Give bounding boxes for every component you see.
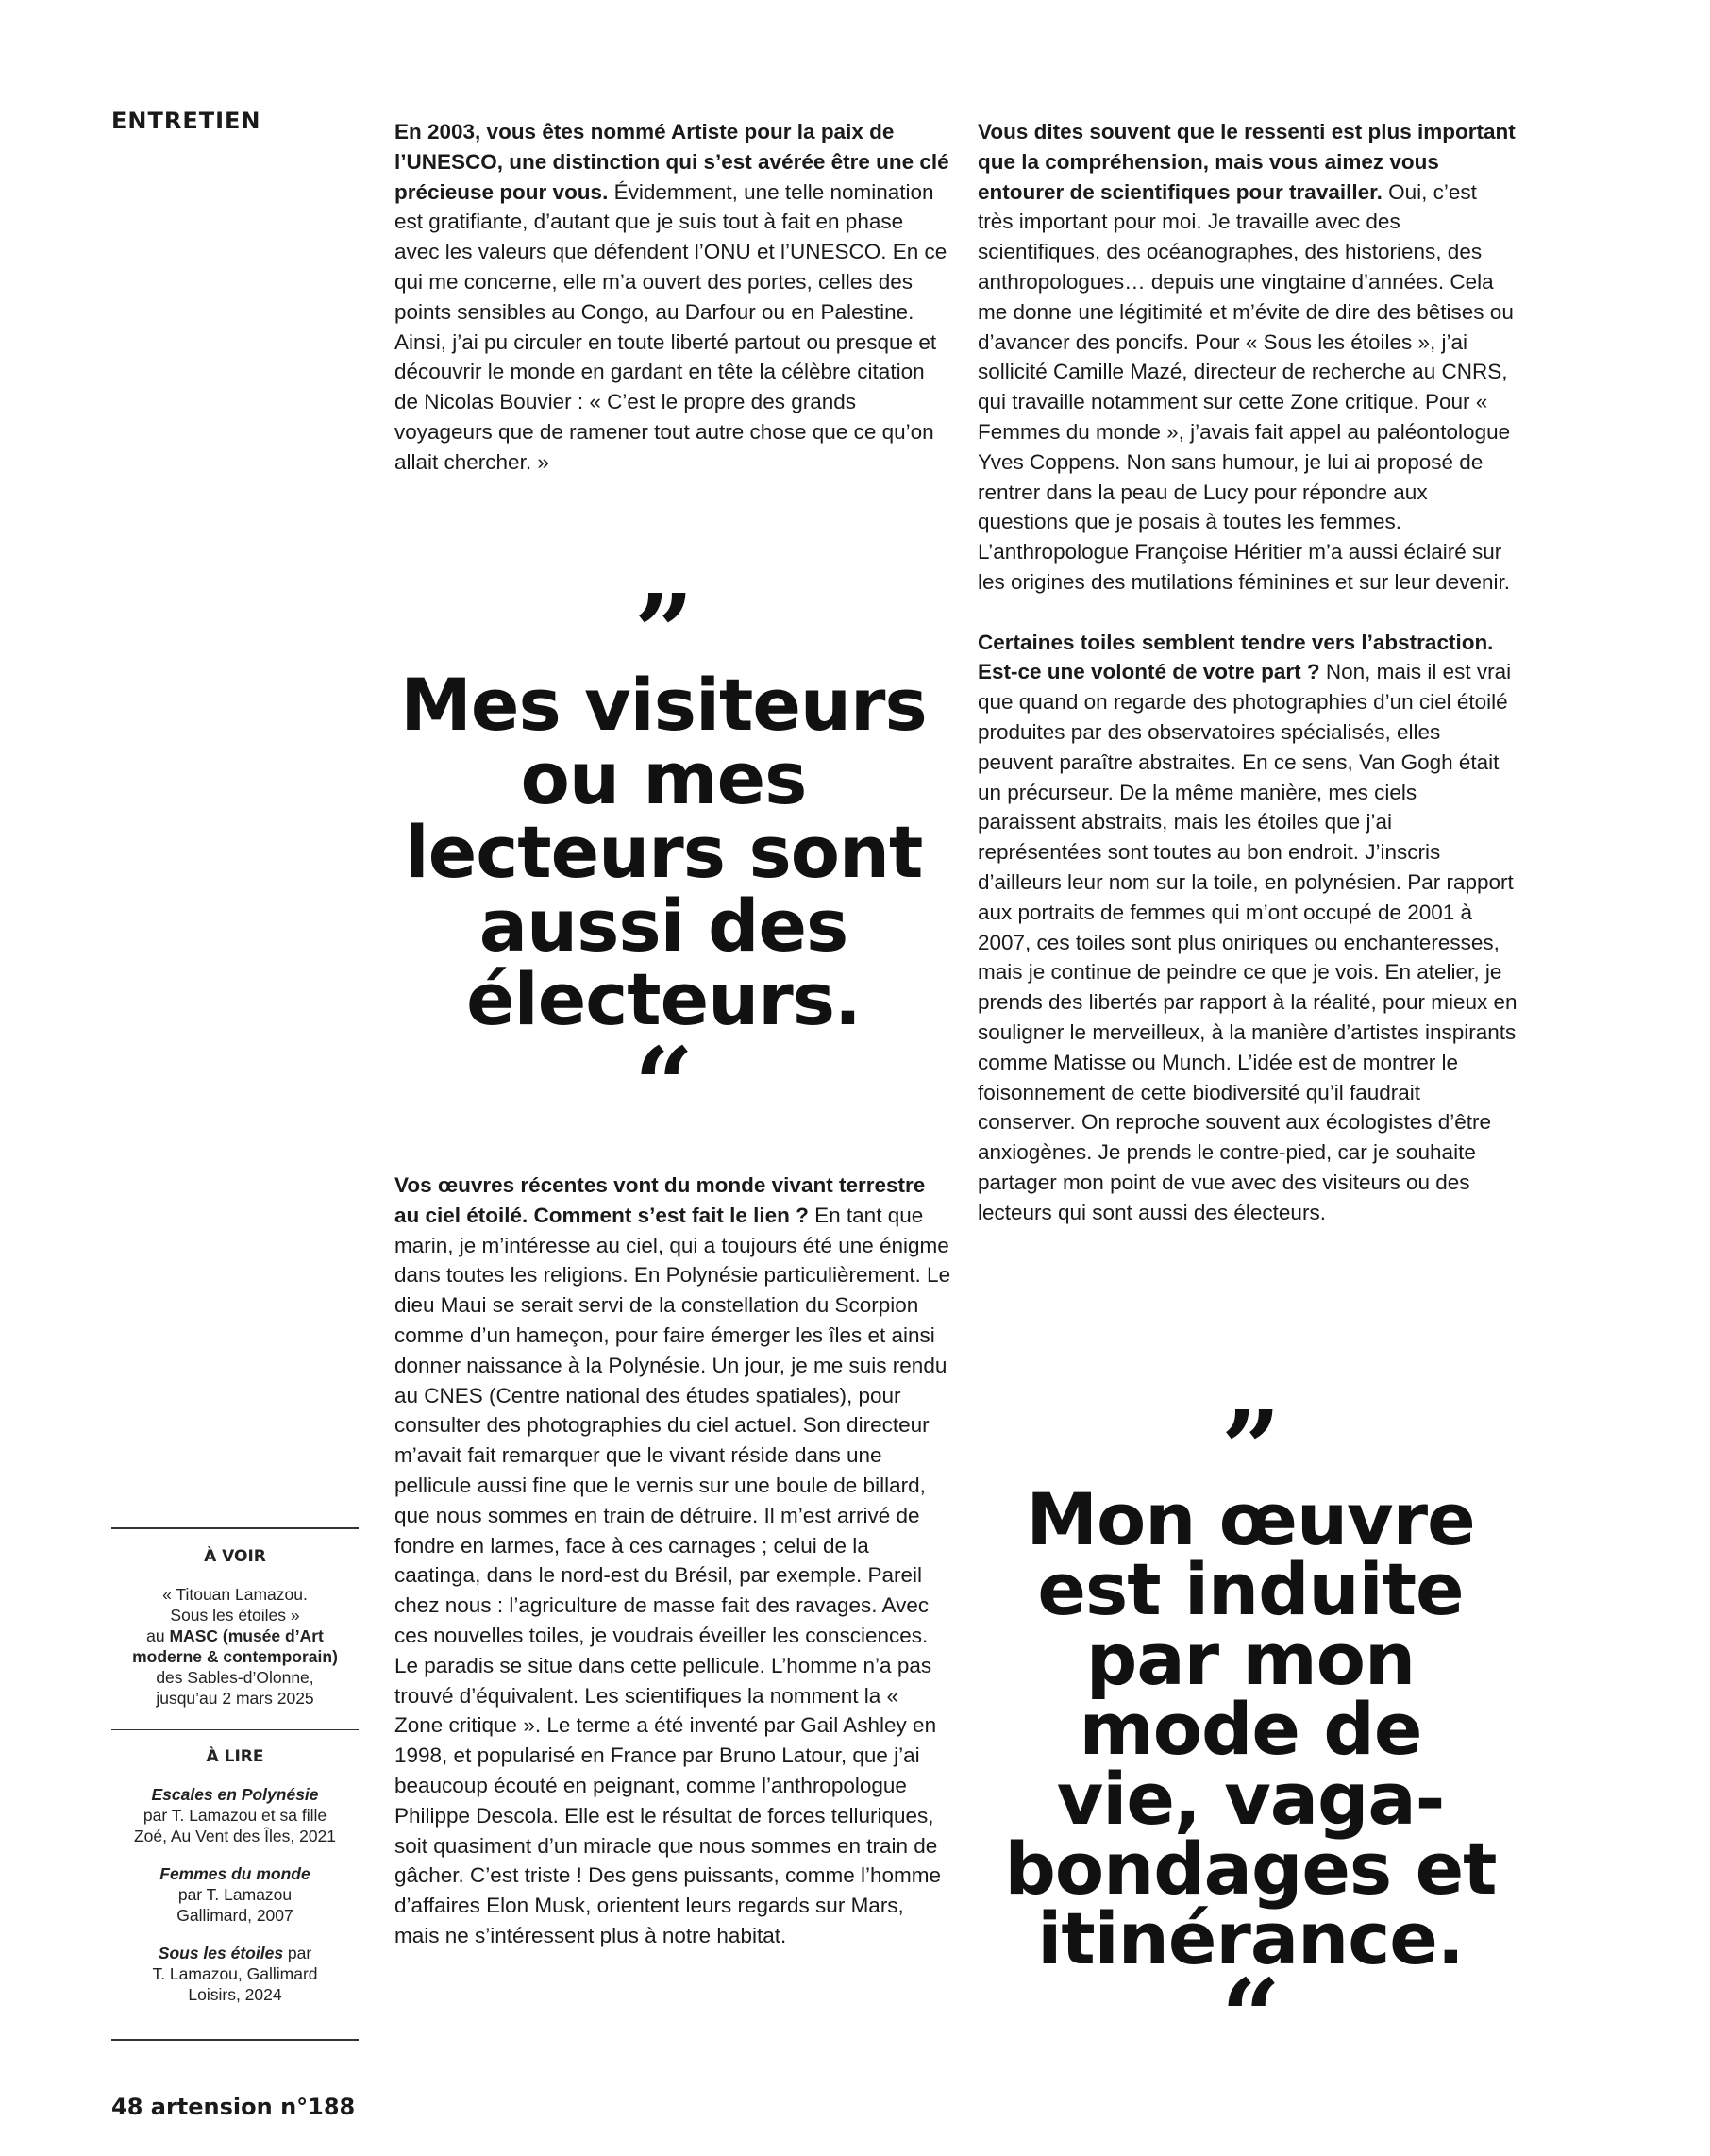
pull-quote-line: ou mes [520, 736, 807, 820]
pull-quote-line: itinérance. [1037, 1896, 1464, 1980]
column-left-bottom [394, 1171, 951, 1951]
sidebar-heading-a-lire: À LIRE [206, 1747, 264, 1766]
pull-quote-line: électeurs. [466, 957, 861, 1041]
sidebar-divider [111, 1729, 359, 1730]
answer-abstraction: Non, mais il est vrai que quand on regarde des photographies d’un ciel étoilé produites par des observatoires spécialisés, elles peuvent paraître abstraites. En ce sens, Van Gogh était un précurseur. De la même manière, mes ciels paraissent abstraits, mais les étoiles que j’ai représentées sont toutes au bon endroit. J’inscris d’ailleurs leur nom sur la toile, en polynésien. Par rapport aux portraits de femmes qui m’ont occupé de 2001 à 2007, ces toiles sont plus oniriques ou enchanteresses, mais je continue de peindre ce que je vois. En atelier, je prends des libertés par rapport à la réalité, pour mieux en souligner le merveilleux, à la manière d’artistes inspirants comme Matisse ou Munch. L’idée est de montrer le foisonnement de cette biodiversité qu’il faudrait conserver. On reproche souvent aux écologistes d’être anxiogènes. Je prends le contre-pied, car je souhaite partager mon point de vue avec des visiteurs ou des lecteurs qui sont aussi des électeurs. [978, 660, 1517, 1224]
section-label: ENTRETIEN [111, 108, 261, 134]
opening-quote-mark: “ [633, 1024, 694, 1146]
column-right [978, 117, 1517, 1227]
pull-quote-line: lecteurs sont [404, 810, 923, 894]
exhibition-line: Sous les étoiles » [170, 1606, 300, 1625]
book-credit: par T. Lamazou et sa fille [142, 1806, 327, 1825]
book-credit: Loisirs, 2024 [188, 1985, 282, 2004]
pull-quote-line: vie, vaga- [1056, 1757, 1445, 1841]
pull-quote-line: aussi des [478, 884, 848, 968]
question-monde-vivant: Vos œuvres récentes vont du monde vivant terrestre au ciel étoilé. Comment s’est fait le lien ? [394, 1173, 926, 1227]
book-credit: par T. Lamazou [177, 1885, 293, 1904]
pull-quote-oeuvre [972, 1388, 1529, 2078]
question-unesco: En 2003, vous êtes nommé Artiste pour la paix de l’UNESCO, une distinction qui s’est avérée être une clé précieuse pour vous. [394, 120, 949, 204]
exhibition-line: au [146, 1626, 170, 1645]
answer-monde-vivant: En tant que marin, je m’intéresse au ciel, qui a toujours été une énigme dans toutes les religions. En Polynésie particulièrement. Le dieu Maui se serait servi de la constellation du Scorpion comme d’un hameçon, pour faire émerger les îles et ainsi donner naissance à la Polynésie. Un jour, je me suis rendu au CNES (Centre national des études spatiales), pour consulter des photographies du ciel actuel. Son directeur m’avait fait remarquer que le vivant réside dans une pellicule aussi fine que le vernis sur une boule de billard, que nous sommes en train de détruire. Il m’est arrivé de fondre en larmes, face à ces carnages ; celui de la caatinga, dans le nord-est du Brésil, par exemple. Pareil chez nous : l’agriculture de masse fait des ravages. Avec ces nouvelles toiles, je voudrais éveiller les consciences. Le paradis se situe dans cette pellicule. L’homme n’a pas trouvé d’équivalent. Les scientifiques la nomment la « Zone critique ». Le terme a été inventé par Gail Ashley en 1998, et popularisé en France par Bruno Latour, que j’ai beaucoup écouté en peignant, comme l’anthropologue Philippe Descola. Elle est le résultat de forces telluriques, soit quasiment d’un miracle que nous sommes en train de gâcher. C’est triste ! Des gens puissants, comme l’homme d’affaires Elon Musk, orientent leurs regards sur Mars, mais ne s’intéressent plus à notre habitat. [394, 1203, 951, 1947]
closing-quote-mark: ” [1220, 1388, 1281, 1509]
closing-quote-mark: ” [633, 571, 694, 693]
pull-quote-line: est induite [1037, 1547, 1464, 1631]
book-title: Escales en Polynésie [151, 1785, 319, 1804]
pull-quote-line: bondages et [1004, 1827, 1497, 1911]
question-scientifiques: Vous dites souvent que le ressenti est plus important que la compréhension, mais vous aimez vous entourer de scientifiques pour travailler. [978, 120, 1516, 204]
sidebar-top-rule [111, 1527, 359, 1529]
book-credit: par [283, 1944, 312, 1962]
book-title: Sous les étoiles [158, 1944, 284, 1962]
exhibition-dates: jusqu’au 2 mars 2025 [156, 1689, 314, 1708]
opening-quote-mark: “ [1220, 1956, 1281, 2078]
answer-unesco: Évidemment, une telle nomination est gratifiante, d’autant que je suis tout à fait en phase avec les valeurs que défendent l’ONU et l’UNESCO. En ce qui me concerne, elle m’a ouvert des portes, celles des points sensibles au Congo, au Darfour ou en Palestine. Ainsi, j’ai pu circuler en toute liberté partout ou presque et découvrir le monde en gardant en tête la célèbre citation de Nicolas Bouvier : « C’est le propre des grands voyageurs que de ramener tout autre chose que ce qu’on allait chercher. » [394, 179, 947, 474]
exhibition-line: des Sables-d’Olonne, [156, 1668, 314, 1687]
museum-name: MASC (musée d’Art [169, 1626, 324, 1645]
book-credit: Zoé, Au Vent des Îles, 2021 [133, 1827, 337, 1845]
museum-name: moderne & contemporain) [132, 1647, 338, 1666]
question-abstraction: Certaines toiles semblent tendre vers l’abstraction. Est-ce une volonté de votre part ? [978, 630, 1494, 684]
pull-quote-line: par mon [1085, 1617, 1416, 1701]
book-title: Femmes du monde [159, 1864, 310, 1883]
page-folio: 48 artension n°188 [111, 2094, 356, 2120]
sidebar-a-voir [111, 1546, 359, 1709]
exhibition-line: « Titouan Lamazou. [162, 1585, 308, 1604]
pull-quote-line: mode de [1079, 1687, 1422, 1771]
sidebar-bottom-rule [111, 2039, 359, 2041]
answer-scientifiques: Oui, c’est très important pour moi. Je travaille avec des scientifiques, des océanographes, des historiens, des anthropologues… depuis une vingtaine d’années. Cela me donne une légitimité et m’évite de dire des bêtises ou d’avancer des poncifs. Pour « Sous les étoiles », j’ai sollicité Camille Mazé, directeur de recherche au CNRS, qui travaille notamment sur cette Zone critique. Pour « Femmes du monde », j’avais fait appel au paléontologue Yves Coppens. Non sans humour, je lui ai proposé de rentrer dans la peau de Lucy pour répondre aux questions que je posais à toutes les femmes. L’anthropologue Françoise Héritier m’a aussi éclairé sur les origines des mutilations féminines et sur leur devenir. [978, 179, 1514, 594]
pull-quote-electeurs [385, 571, 942, 1146]
sidebar-heading-a-voir: À VOIR [204, 1547, 266, 1566]
book-credit: T. Lamazou, Gallimard [152, 1964, 318, 1983]
pull-quote-line: Mes visiteurs [400, 663, 927, 747]
book-credit: Gallimard, 2007 [176, 1906, 293, 1925]
pull-quote-line: Mon œuvre [1026, 1477, 1475, 1561]
sidebar-a-lire [111, 1746, 359, 2005]
column-left-top [394, 117, 951, 478]
